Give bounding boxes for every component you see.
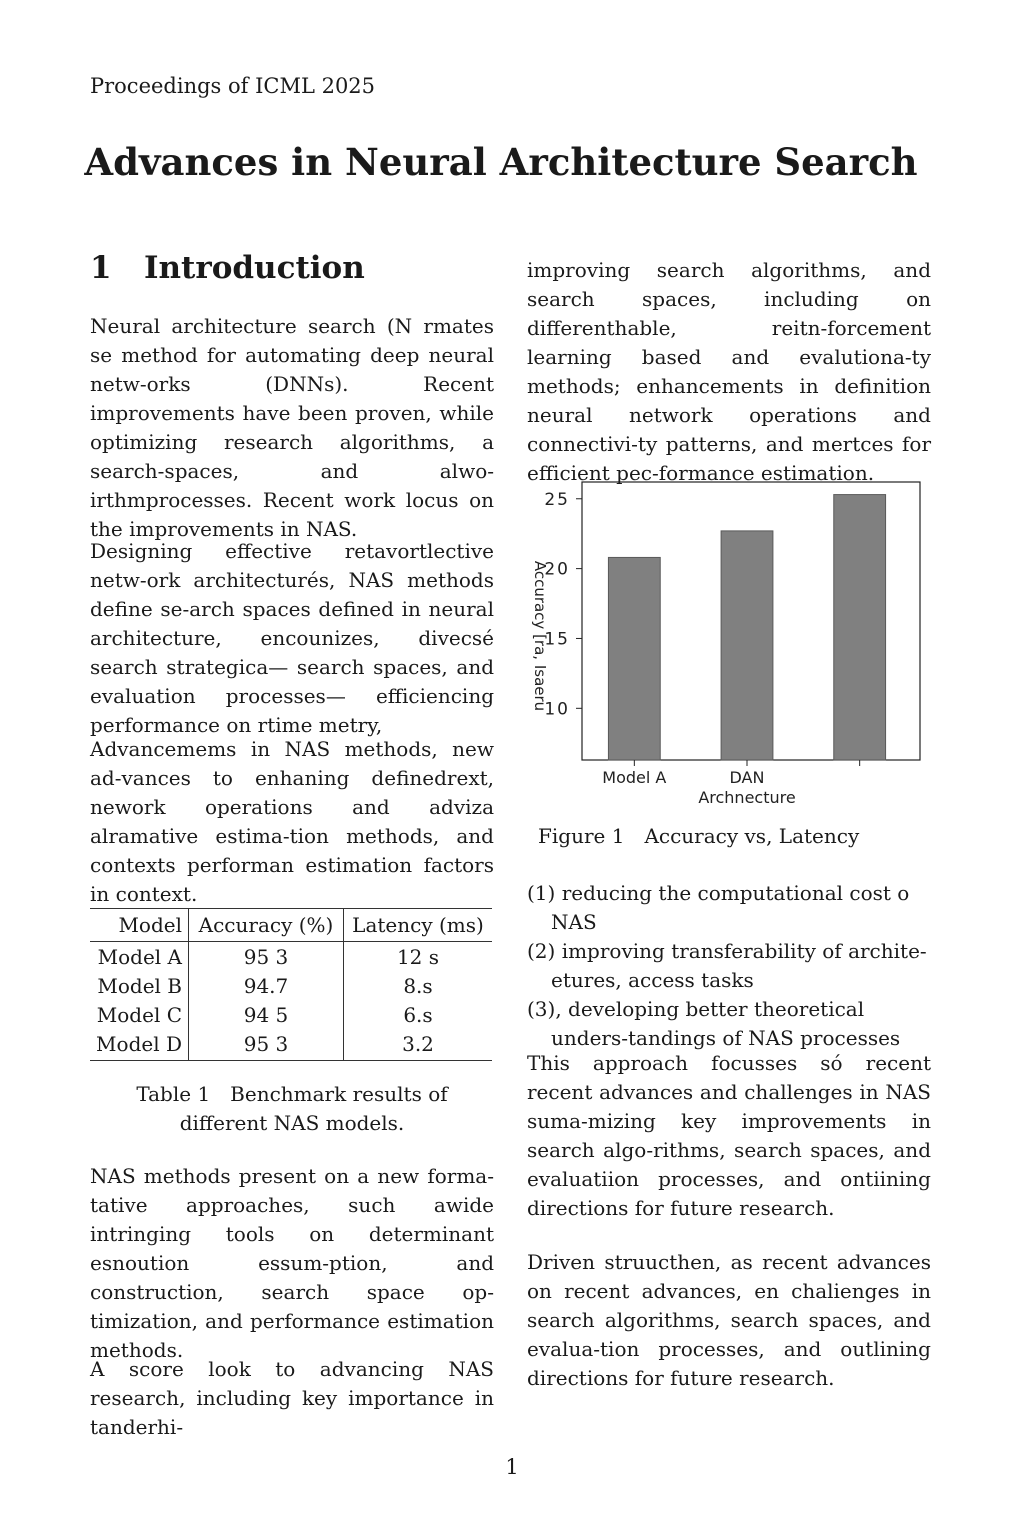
figure-caption-label: Figure 1 (538, 824, 625, 848)
closing-paragraph-1: This approach focusses só recent recent advances and challenges in NAS suma-mizing key improvements in search algo-rithms, search spaces, and evaluatiion processes, and ontiining directions for future research. (527, 1051, 931, 1220)
table-cell: 8.s (403, 973, 433, 998)
y-tick-label: 10 (544, 699, 570, 720)
table-row (90, 1029, 492, 1061)
table-cell: 6.s (403, 1002, 433, 1027)
list-item: (1) reducing the computational cost o NAS (527, 881, 910, 934)
bar (721, 531, 773, 760)
table-cell: 94 5 (189, 1000, 344, 1029)
table-caption-label: Table 1 (136, 1082, 211, 1106)
page-number: 1 (505, 1455, 519, 1479)
table-row (90, 971, 492, 1000)
intro-paragraph-3: Advancemems in NAS methods, new ad-vances to enhaning definedrext, nework operations and adviza alramative estima-tion methods, and contexts performan estimation factors in context. (90, 737, 494, 906)
list-item: (3), developing better theoretical unders-tandings of NAS processes (527, 997, 901, 1050)
table-row (90, 942, 492, 972)
table-row (90, 1000, 492, 1029)
table-cell: 95 3 (189, 942, 344, 972)
table-header: Latency (ms) (344, 909, 493, 942)
x-tick-label: Model A (602, 768, 667, 787)
table-cell: 3.2 (344, 1029, 493, 1061)
bar (834, 495, 886, 760)
table-cell: Model A (90, 942, 189, 972)
accuracy-bar-chart (510, 470, 965, 815)
intro-paragraph-1: Neural architecture search (N rmates se method for automating deep neural netw-orks (DNNs). Recent improvements have been proven, while optimizing research algorithms, a search-spaces, and alwo-irthmprocesses. Recent work locus on the improvements in NAS. (90, 314, 494, 541)
paper-title: Advances in Neural Architecture Search (84, 140, 918, 184)
table-cell: Model C (90, 1000, 189, 1029)
table-header: Model (90, 909, 189, 942)
table-cell: 95 3 (189, 1029, 344, 1061)
x-axis-label: Archnecture (698, 788, 796, 807)
closing-paragraph-2: Driven struucthen, as recent advances on recent advances, en chalienges in search algorithms, search spaces, and evalua-tion processes, and outlining directions for future research. (527, 1250, 931, 1390)
bar (608, 557, 660, 760)
contributions-list (527, 879, 937, 1053)
table-header: Accuracy (%) (189, 909, 344, 942)
figure-caption (527, 822, 883, 851)
table-cell: 94.7 (189, 971, 344, 1000)
table-caption-text: Benchmark results of different NAS models. (179, 1082, 448, 1135)
list-item: (2) improving transferability of archite-etures, access tasks (527, 939, 927, 992)
running-head: Proceedings of ICML 2025 (90, 74, 376, 98)
y-tick-label: 20 (544, 559, 570, 580)
body-paragraph-5: A score look to advancing NAS research, including key importance in tanderhi- (90, 1357, 494, 1439)
y-axis-label: Accuracy [ra, Isaeru (531, 560, 549, 712)
y-tick-label: 25 (544, 489, 570, 510)
table-cell: Model D (90, 1029, 189, 1061)
benchmark-table-wrap (90, 908, 494, 1061)
section-number: 1 (90, 250, 112, 286)
y-tick-label: 15 (544, 629, 570, 650)
section-title: Introduction (144, 250, 365, 286)
section-heading (90, 250, 365, 286)
body-paragraph-4: NAS methods present on a new forma-tative approaches, such awide intringing tools on determinant esnoution essum-ption, and construction, search space op-timization, and performance estimation methods. (90, 1164, 494, 1362)
table-caption (90, 1080, 494, 1138)
table-cell: Model B (90, 971, 189, 1000)
figure-caption-text: Accuracy vs, Latency (644, 824, 860, 848)
right-paragraph-1: improving search algorithms, and search spaces, including on differenthable, reitn-forcement learning based and evalutiona-ty methods; enhancements in definition neural network operations and connectivi-ty patterns, and mertces for efficient pec-formance estimation. (527, 258, 931, 485)
x-tick-label: DAN (729, 768, 765, 787)
table-cell: 12 s (396, 944, 440, 969)
intro-paragraph-2: Designing effective retavortlective netw-ork architecturés, NAS methods define se-arch spaces defined in neural architecture, encounizes, divecsé search strategica— search spaces, and evaluation processes— efficiencing performance on rtime metry, (90, 539, 494, 737)
table-header-row (90, 909, 492, 942)
benchmark-table (90, 908, 492, 1061)
